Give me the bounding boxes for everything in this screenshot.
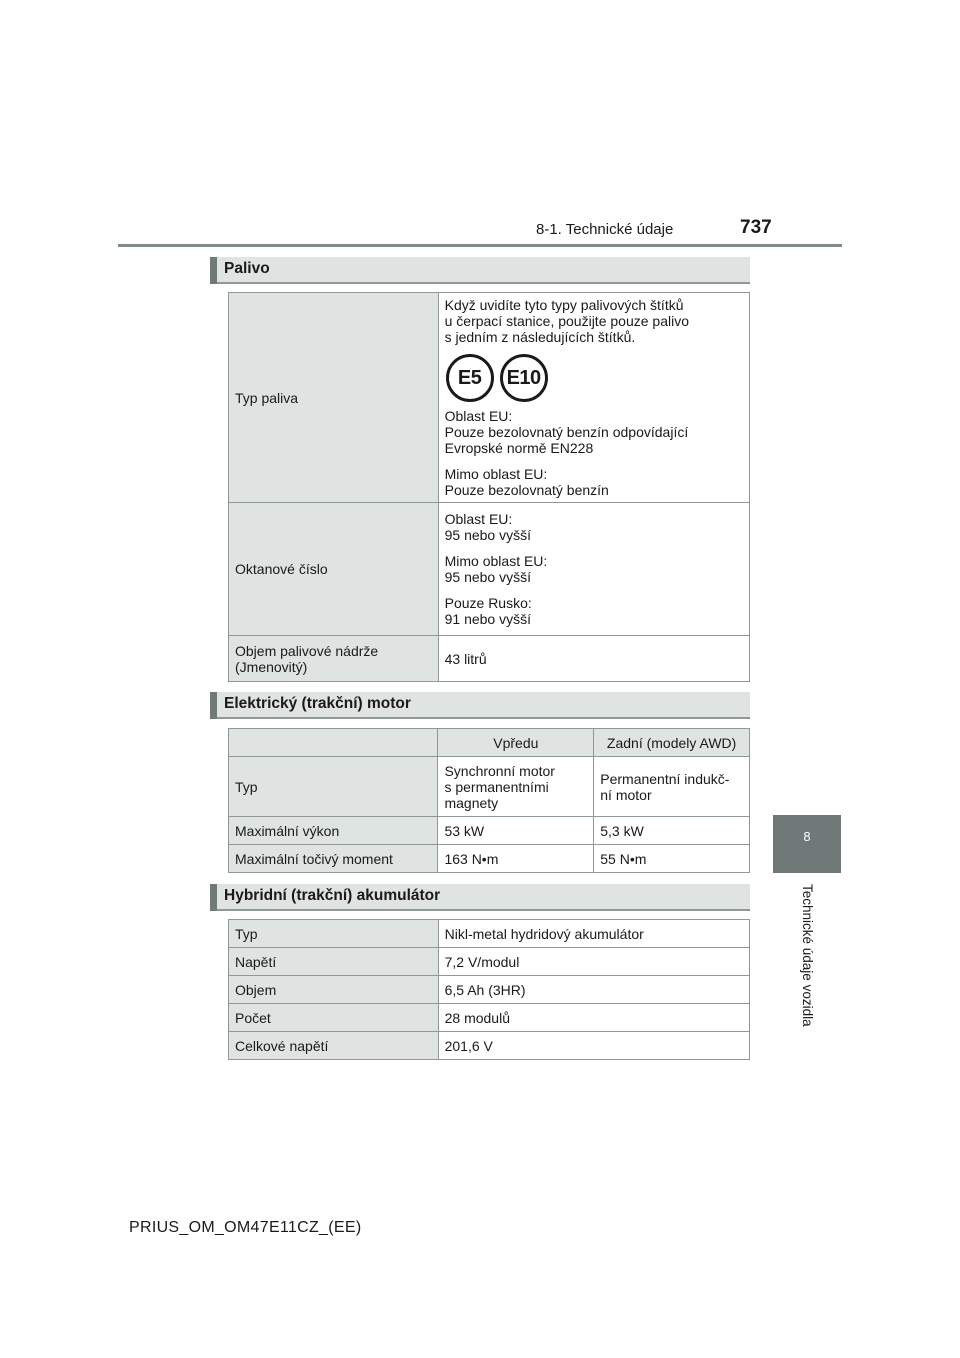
text-line: u čerpací stanice, použijte pouze palivo [444, 313, 689, 329]
text-line: Synchronní motor [444, 762, 555, 779]
cell-rear: 5,3 kW [594, 817, 750, 845]
tank-capacity-label [229, 636, 439, 682]
text-line: Když uvidíte tyto typy palivových štítků [444, 297, 684, 313]
heading-text: Hybridní (trakční) akumulátor [224, 887, 441, 904]
row-label: Typ [229, 920, 439, 948]
heading-text: Elektrický (trakční) motor [224, 695, 411, 712]
row-label: Objem [229, 976, 439, 1004]
section-title: 8-1. Technické údaje [536, 221, 674, 238]
text-line: Oblast EU: [444, 511, 513, 527]
row-label: Maximální výkon [229, 817, 438, 845]
column-header-rear: Zadní (modely AWD) [594, 729, 750, 757]
chapter-label-text: Technické údaje vozidla [800, 884, 815, 1027]
table-row [229, 293, 750, 503]
text-line: Oblast EU: [444, 408, 513, 424]
text-line: 91 nebo vyšší [444, 611, 531, 627]
text-line: 95 nebo vyšší [444, 569, 531, 585]
text-line: (Jmenovitý) [235, 658, 308, 675]
row-value: 28 modulů [438, 1004, 749, 1032]
text-line: ní motor [600, 786, 652, 803]
text-line: 95 nebo vyšší [444, 527, 531, 543]
table-row [229, 503, 750, 636]
text-line: Evropské normě EN228 [444, 440, 594, 456]
row-value: 6,5 Ah (3HR) [438, 976, 749, 1004]
text-line: Pouze bezolovnatý benzín [444, 482, 609, 498]
table-row [229, 1004, 750, 1032]
cell-front [438, 757, 594, 817]
table-row [229, 845, 750, 873]
e5-fuel-badge: E5 [446, 354, 494, 402]
chapter-tab[interactable]: 8 [773, 815, 841, 873]
table-row [229, 817, 750, 845]
table-row [229, 636, 750, 682]
tank-capacity-value: 43 litrů [438, 636, 749, 682]
table-row [229, 1032, 750, 1060]
table-header-row [229, 729, 750, 757]
motor-table [228, 728, 750, 873]
row-value: 201,6 V [438, 1032, 749, 1060]
page-number: 737 [740, 217, 772, 238]
cell-front: 163 N•m [438, 845, 594, 873]
heading-bar [210, 884, 217, 911]
battery-table [228, 919, 750, 1060]
heading-bar [210, 257, 217, 284]
text-line: Permanentní indukč- [600, 770, 730, 787]
row-label: Počet [229, 1004, 439, 1032]
text-line: s permanentními [444, 778, 549, 795]
table-row [229, 920, 750, 948]
row-value: 7,2 V/modul [438, 948, 749, 976]
text-line: Objem palivové nádrže [235, 642, 379, 659]
row-label: Maximální točivý moment [229, 845, 438, 873]
section-heading-palivo [210, 257, 750, 284]
e10-fuel-badge: E10 [500, 354, 548, 402]
fuel-table [228, 292, 750, 682]
octane-label: Oktanové číslo [229, 503, 439, 636]
cell-front: 53 kW [438, 817, 594, 845]
cell-rear: 55 N•m [594, 845, 750, 873]
fuel-type-value [438, 293, 749, 503]
document-code: PRIUS_OM_OM47E11CZ_(EE) [129, 1219, 362, 1236]
cell-rear [594, 757, 750, 817]
section-heading-motor [210, 692, 750, 719]
row-label: Celkové napětí [229, 1032, 439, 1060]
column-header [229, 729, 438, 757]
octane-value [438, 503, 749, 636]
heading-bar [210, 692, 217, 719]
fuel-label-badges [446, 354, 743, 402]
row-label: Napětí [229, 948, 439, 976]
text-line: Mimo oblast EU: [444, 553, 548, 569]
header-divider [118, 244, 842, 247]
section-heading-battery [210, 884, 750, 911]
table-row [229, 948, 750, 976]
column-header-front: Vpředu [438, 729, 594, 757]
row-label: Typ [229, 757, 438, 817]
text-line: Pouze bezolovnatý benzín odpovídající [444, 424, 689, 440]
text-line: Pouze Rusko: [444, 595, 532, 611]
chapter-side-label [800, 884, 815, 1027]
text-line: s jedním z následujících štítků. [444, 329, 636, 345]
table-row [229, 757, 750, 817]
text-line: magnety [444, 794, 499, 811]
table-row [229, 976, 750, 1004]
heading-text: Palivo [224, 260, 270, 277]
row-value: Nikl-metal hydridový akumulátor [438, 920, 749, 948]
text-line: Mimo oblast EU: [444, 466, 548, 482]
fuel-type-label: Typ paliva [229, 293, 439, 503]
